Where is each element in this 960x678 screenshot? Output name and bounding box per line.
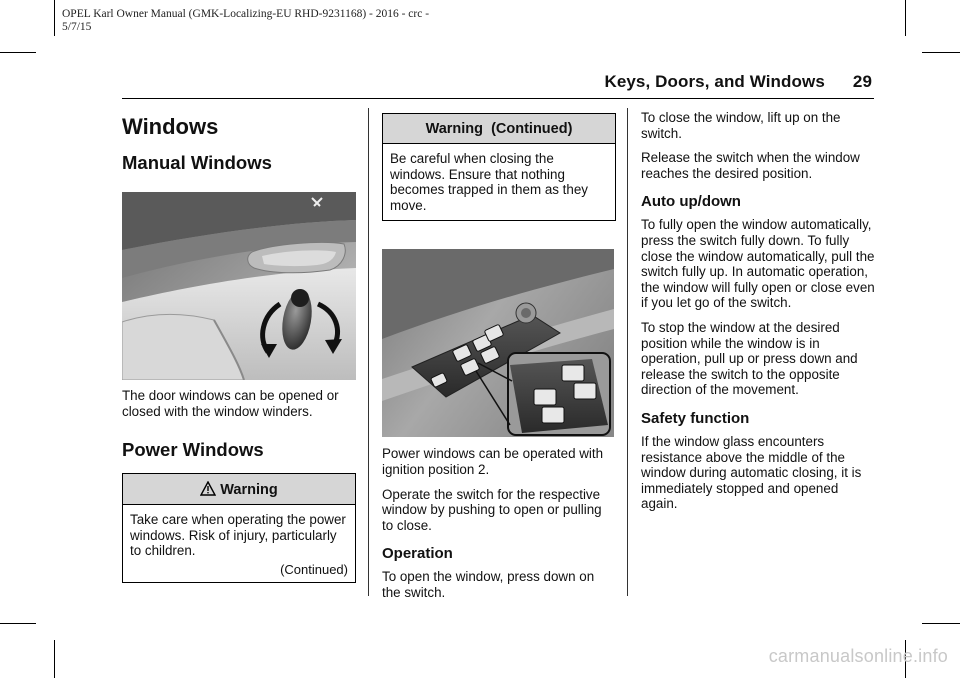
column-3 — [641, 110, 875, 521]
print-metadata — [62, 8, 429, 34]
running-header — [604, 72, 872, 92]
crop-mark — [54, 640, 55, 678]
crop-mark — [905, 0, 906, 36]
warning-continued-box — [382, 113, 616, 221]
metadata-line-1: OPEL Karl Owner Manual (GMK-Localizing-EU RHD-9231168) - 2016 - crc - — [62, 8, 430, 20]
warning-header — [123, 474, 355, 505]
stop-window-text: To stop the window at the desired position while the window is in operation, pull up or press down and release the switch to the opposite direction of the movement. — [641, 319, 858, 398]
crop-mark — [922, 623, 960, 624]
release-switch-text: Release the switch when the window reaches the desired position. — [641, 150, 860, 181]
manual-windows-text: The door windows can be opened or closed with the window winders. — [122, 388, 339, 419]
auto-up-down-text: To fully open the window automatically, press the switch fully down. To fully close the window automatically, pull the switch fully up. In automatic operation, the window will fully open or close even if you let go of the switch. — [641, 217, 875, 311]
ignition-text: Power windows can be operated with ignition position 2. — [382, 446, 604, 477]
power-windows-heading: Power Windows — [122, 439, 264, 461]
open-window-text: To open the window, press down on the switch. — [382, 569, 595, 600]
auto-up-down-heading: Auto up/down — [641, 193, 741, 211]
manual-windows-heading: Manual Windows — [122, 152, 272, 173]
warning-continued-text: Be careful when closing the windows. Ensure that nothing becomes trapped in them as they move. — [390, 151, 588, 213]
page-title: Windows — [122, 114, 219, 139]
close-window-text: To close the window, lift up on the switch. — [641, 110, 841, 141]
power-window-switch-illustration — [382, 249, 614, 437]
warning-text: Take care when operating the power windows. Risk of injury, particularly to children. — [130, 512, 346, 559]
metadata-line-2: 5/7/15 — [62, 21, 92, 33]
warning-continued-body — [383, 144, 615, 220]
operation-heading: Operation — [382, 545, 453, 563]
crop-mark — [0, 52, 36, 53]
warning-body — [123, 505, 355, 582]
header-rule — [122, 98, 874, 99]
column-divider — [368, 108, 369, 596]
warning-title: Warning — [220, 482, 278, 499]
crop-mark — [0, 623, 36, 624]
warning-box — [122, 473, 356, 583]
warning-triangle-icon — [200, 481, 216, 496]
warning-continued-header: Warning (Continued) — [383, 114, 615, 144]
crop-mark — [922, 52, 960, 53]
window-winder-illustration — [122, 192, 356, 380]
column-divider — [627, 108, 628, 596]
continued-label: (Continued) — [280, 561, 348, 577]
operate-switch-text: Operate the switch for the respective window by pushing to open or pulling to close. — [382, 486, 602, 533]
crop-mark — [54, 0, 55, 36]
section-title: Keys, Doors, and Windows — [604, 72, 825, 91]
safety-function-text: If the window glass encounters resistance above the middle of the window during automatic closing, it is immediately stopped and opened again. — [641, 433, 862, 512]
page-number: 29 — [852, 72, 872, 91]
column-2 — [382, 113, 614, 610]
safety-function-heading: Safety function — [641, 409, 750, 427]
column-1 — [122, 108, 356, 583]
watermark: carmanualsonline.info — [768, 646, 948, 666]
